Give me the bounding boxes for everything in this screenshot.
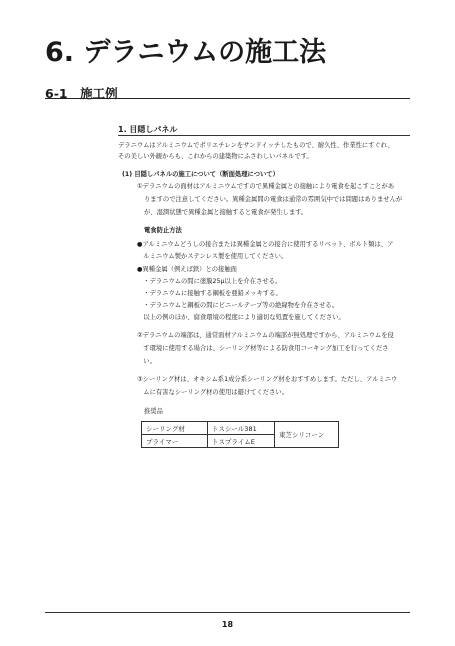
corrosion-line: 以上の例のほか、腐食環境の程度により適切な処置を施してください。 <box>137 314 345 321</box>
intro-line: デラニウムはアルミニウムでポリエチレンをサンドイッチしたもので、耐久性、作業性にすぐれ、 <box>118 142 394 149</box>
corrosion-line: ・デラニウムに接触する鋼板を亜鉛メッキする。 <box>137 290 282 297</box>
recommended-label: 推奨品 <box>144 408 163 415</box>
table-cell-maker: 東芝シリコーン <box>275 422 339 448</box>
table-cell: プライマー <box>142 435 208 448</box>
table-cell: トスプライムE <box>208 435 275 448</box>
footer-divider <box>45 612 410 613</box>
corrosion-heading: 電食防止方法 <box>144 227 182 234</box>
corrosion-line: ・デラニウムの間に塗膜25μ以上を介在させる。 <box>137 278 282 285</box>
point3-line: ムに有害なシーリング材の使用は避けてください。 <box>137 389 288 396</box>
sub-heading-divider <box>118 135 410 136</box>
corrosion-line: ●異種金属（例えば鉄）との接触面 <box>137 266 237 273</box>
chapter-title: 6. デラニウムの施工法 <box>45 37 327 68</box>
intro-line: その美しい外観からも、これからの建築物にふさわしいパネルです。 <box>118 153 313 160</box>
corrosion-line: ・デラニウムと鋼板の間にビニールテープ等の絶縁物を介在させる。 <box>137 302 338 309</box>
point1-line: ①デラニウムの面材はアルミニウムですので異種金属との接触により電食を起こすことがあ <box>137 183 395 190</box>
corrosion-line: ルミニウム製かステンレス製を使用してください。 <box>137 253 288 260</box>
table-row <box>142 422 339 435</box>
recommended-products-table <box>141 421 339 448</box>
section-divider <box>45 98 410 99</box>
section-title: 6-1 施工例 <box>45 86 118 101</box>
point1-line: が、湿潤状態で異種金属と接触すると電食が発生します。 <box>144 209 308 216</box>
page-number: 18 <box>221 620 234 629</box>
point2-line: い。 <box>137 358 156 365</box>
point3-line: ③シーリング材は、オキシム系1成分系シーリング材をおすすめします。ただし、アルミニウ <box>137 376 398 383</box>
point2-line: す環境に使用する場合は、シーリング材等による防食用コーキング加工を行ってくださ <box>137 345 389 352</box>
table-cell: シーリング材 <box>142 422 208 435</box>
point1-line: りますので注意してください。異種金属間の電食は通常の雰囲気中では問題はありませんが <box>144 196 403 203</box>
table-cell: トスシール381 <box>208 422 275 435</box>
corrosion-line: ●アルミニウムどうしの接合または異種金属との接合に使用するリベット、ボルト類は、ア <box>137 241 394 248</box>
sub-heading: 1. 目隠しパネル <box>118 125 178 134</box>
item1-heading: (1) 目隠しパネルの施工について（断面処理について） <box>122 171 279 178</box>
point2-line: ②デラニウムの端部は、通常面材アルミニウムの端部が無処理ですから、アルミニウムを侵 <box>137 332 394 339</box>
